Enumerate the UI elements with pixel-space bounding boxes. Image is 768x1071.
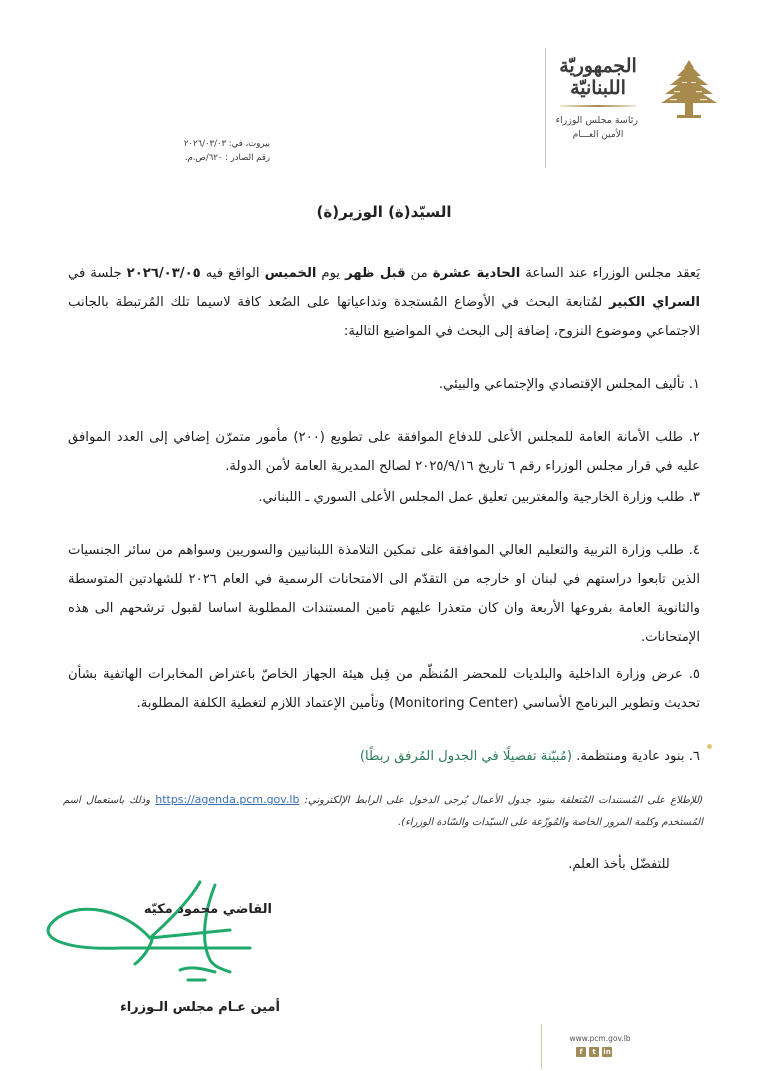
item-annex-note: (مُبيّنة تفصيلًا في الجدول المُرفق ربطًا) <box>359 749 572 764</box>
item-number: ٤. <box>688 543 700 558</box>
closing-text: للتفضّل بأخذ العلم. <box>568 857 670 872</box>
item-text: طلب وزارة الخارجية والمغتربين تعليق عمل المجلس الأعلى السوري ـ اللبناني. <box>258 490 685 505</box>
decorative-dot <box>707 744 712 749</box>
social-links <box>576 1047 612 1057</box>
salutation: السيّد(ة) الوزير(ة) <box>316 203 452 221</box>
intro-paragraph <box>68 259 700 346</box>
meeting-hour: الحادية عشرة <box>432 266 521 281</box>
item-text: بنود عادية ومنتظمة. <box>576 749 685 764</box>
date-reference-block <box>80 137 270 165</box>
signatory-title: أمين عـام مجلس الـوزراء <box>120 1000 280 1015</box>
agenda-item <box>68 742 700 771</box>
twitter-icon[interactable]: t <box>589 1047 599 1057</box>
agenda-item <box>68 423 700 481</box>
intro-text: يوم <box>316 266 346 281</box>
meeting-venue: السراي الكبير <box>609 295 700 310</box>
item-number: ١. <box>688 377 700 392</box>
republic-line-1: الجمهوريّة <box>559 55 637 77</box>
header-divider <box>545 48 546 168</box>
intro-text: لمُتابعة البحث في الأوضاع المُستجدة وتداعياتها على الصُعد كافة لاسيما تلك المُرتبطة بالجانب الاجتماعي وموضوع النزوح، إضافة إلى البحث في المواضيع التالية: <box>68 295 700 339</box>
access-note <box>63 789 703 834</box>
item-number: ٣. <box>688 490 700 505</box>
item-text: طلب وزارة التربية والتعليم العالي الموافقة على تمكين التلامذة اللبنانيين والسوريين وسواهم من سائر الجنسيات الذين تابعوا دراستهم في لبنان او خارجه من التقدّم الى الامتحانات الرسمية في العام ٢٠٢٦ للشهادتين المتوسطة والثانوية العامة بفروعها الأربعة وان كان متعذرا عليهم تامين المستندات المطلوبة اساسا لقبول ترشحهم الى هذه الإمتحانات. <box>68 543 700 645</box>
item-number: ٥. <box>688 667 700 682</box>
footer-website[interactable]: www.pcm.gov.lb <box>569 1034 631 1043</box>
issue-date: بيروت، في: ٢٠٢٦/٠٣/٠٣ <box>183 139 270 149</box>
note-text: وذلك باستعمال اسم المُستخدم وكلمة المرور الخاصة والمُوزّعة على السيّدات والسّادة الوزراء). <box>63 795 703 828</box>
meeting-period: قبل ظهر <box>345 266 406 281</box>
item-number: ٦. <box>688 749 700 764</box>
item-text: عرض وزارة الداخلية والبلديات للمحضر المُنظّم من قِبل هيئة الجهاز الخاصّ باعتراض المخابرات الهاتفية بشأن تحديث وتطوير البرنامج الأساسي (Monitoring Center) وتأمين الإعتماد اللازم لتغطية الكلفة المطلوبة. <box>68 667 700 711</box>
intro-text: الواقع فيه <box>200 266 265 281</box>
reference-number: رقم الصادر : ٦٢٠/ص.م. <box>184 153 270 163</box>
intro-text: من <box>405 266 433 281</box>
handwritten-signature <box>40 880 280 990</box>
agenda-item <box>68 536 700 652</box>
republic-line-2: اللبنانيّة <box>570 77 626 99</box>
gold-divider <box>560 105 636 107</box>
note-text: (للإطلاع على المُستندات المُتعلقة ببنود جدول الأعمال يُرجى الدخول على الرابط الإلكتروني: <box>299 795 704 806</box>
facebook-icon[interactable]: f <box>576 1047 586 1057</box>
cedar-tree-icon <box>660 58 718 122</box>
closing-line <box>0 857 700 872</box>
intro-text: جلسة في <box>68 266 127 281</box>
item-text: طلب الأمانة العامة للمجلس الأعلى للدفاع الموافقة على تطويع (٢٠٠) مأمور متمرّن إضافي إلى العدد الموافق عليه في قرار مجلس الوزراء رقم ٦ تاريخ ٢٠٢٥/٩/١٦ لصالح المديرية العامة لأمن الدولة. <box>68 430 700 474</box>
letterhead-crest <box>555 55 638 142</box>
linkedin-icon[interactable]: in <box>603 1048 611 1056</box>
item-text: تأليف المجلس الإقتصادي والإجتماعي والبيئي. <box>438 377 685 392</box>
agenda-item <box>68 660 700 718</box>
agenda-portal-link[interactable]: https://agenda.pcm.gov.lb <box>155 793 300 806</box>
footer-divider <box>541 1024 542 1069</box>
meeting-day: الخميس <box>264 266 317 281</box>
department-name: الأمين العـــام <box>572 130 624 140</box>
item-number: ٢. <box>688 430 700 445</box>
office-name: رئاسة مجلس الوزراء <box>555 115 638 126</box>
signatory-name: القاضي محمود مكيّه <box>143 902 272 917</box>
agenda-item <box>68 483 700 512</box>
meeting-date: ٢٠٢٦/٠٣/٠٥ <box>126 266 201 281</box>
agenda-item <box>68 370 700 399</box>
intro-text: يَعقد مجلس الوزراء عند الساعة <box>520 266 700 281</box>
